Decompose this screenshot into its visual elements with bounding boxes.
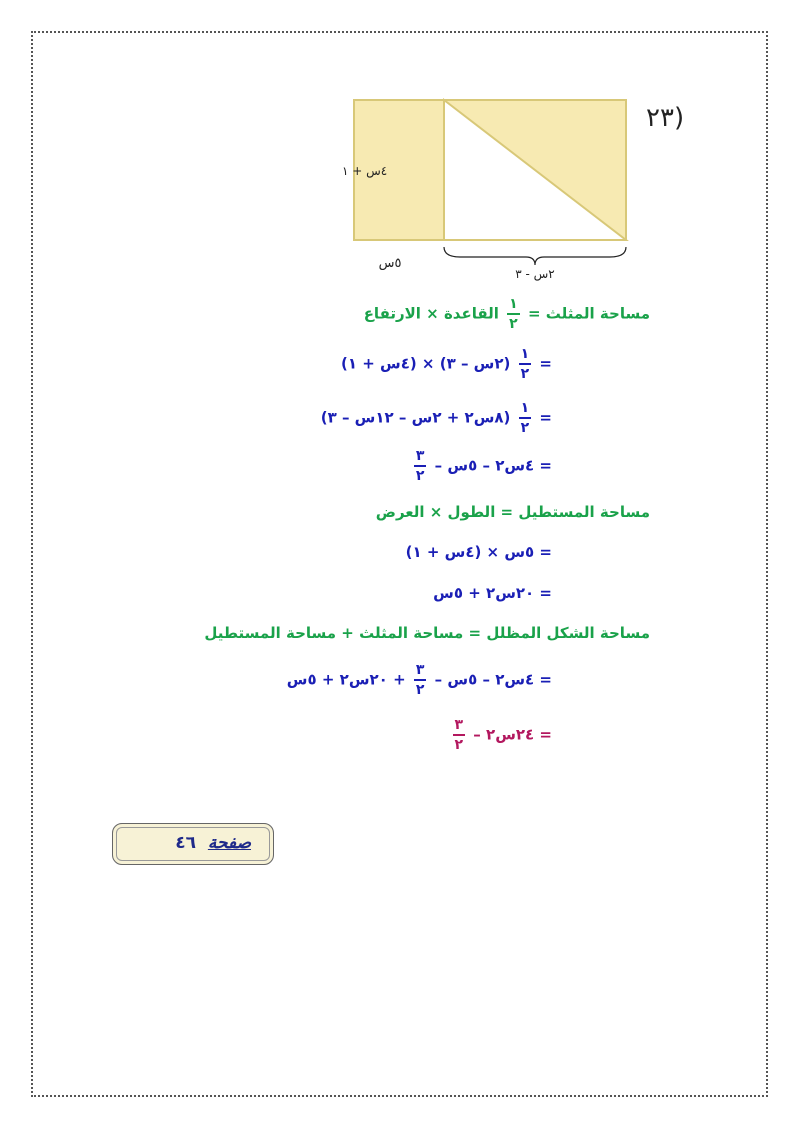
step-expression-tail: + ٢٠س٢ + ٥س	[286, 670, 406, 689]
step-expression: = ٢٤س٢ –	[473, 725, 552, 744]
three-halves-fraction	[414, 449, 427, 483]
shaded-area-step-1	[287, 663, 552, 697]
triangle-step-2	[321, 401, 552, 435]
rectangle-result: = ٢٠س٢ + ٥س	[433, 584, 552, 602]
fraction-denominator: ٢	[520, 366, 530, 382]
fraction-denominator: ٢	[520, 420, 530, 436]
rectangle-step-1: = ٥س × (٤س + ١)	[405, 543, 552, 561]
step-prefix: =	[539, 354, 552, 373]
triangle-formula-suffix: القاعدة × الارتفاع	[363, 304, 499, 323]
page-number-badge	[112, 823, 274, 865]
triangle-step-1	[341, 347, 552, 381]
question-number: (٢٣	[646, 103, 685, 133]
height-label: ٤س + ١	[342, 164, 388, 178]
half-fraction	[507, 297, 520, 331]
fraction-denominator: ٢	[415, 682, 425, 698]
width-brace	[444, 247, 626, 265]
right-width-label: ٢س - ٣	[515, 267, 555, 281]
three-halves-fraction	[453, 718, 466, 752]
triangle-formula	[364, 297, 650, 331]
fraction-denominator: ٢	[415, 468, 425, 484]
area-diagram	[340, 95, 640, 285]
step-expression: = ٤س٢ – ٥س –	[434, 456, 552, 475]
step-expression: (٢س – ٣) × (٤س + ١)	[340, 354, 511, 373]
fraction-numerator: ٣	[414, 449, 427, 467]
fraction-numerator: ١	[507, 297, 520, 315]
half-fraction	[519, 401, 532, 435]
fraction-denominator: ٢	[454, 737, 464, 753]
page-number: ٤٦	[175, 833, 197, 853]
three-halves-fraction	[414, 663, 427, 697]
page-label	[175, 833, 251, 853]
rectangle-formula: مساحة المستطيل = الطول × العرض	[375, 503, 650, 521]
step-expression: = ٤س٢ – ٥س –	[434, 670, 552, 689]
left-width-label: ٥س	[378, 256, 402, 271]
fraction-numerator: ٣	[414, 663, 427, 681]
step-prefix: =	[539, 408, 552, 427]
shaded-area-formula: مساحة الشكل المظلل = مساحة المثلث + مساحة المستطيل	[204, 624, 650, 642]
step-expression: (٨س٢ + ٢س – ١٢س – ٣)	[320, 408, 511, 427]
final-answer	[450, 718, 552, 752]
triangle-formula-prefix: مساحة المثلث =	[527, 304, 650, 323]
half-fraction	[519, 347, 532, 381]
page-word: صفحة	[207, 833, 251, 853]
triangle-result	[411, 449, 552, 483]
fraction-denominator: ٢	[509, 316, 518, 332]
fraction-numerator: ٣	[453, 718, 466, 736]
fraction-numerator: ١	[519, 347, 532, 365]
fraction-numerator: ١	[519, 401, 532, 419]
